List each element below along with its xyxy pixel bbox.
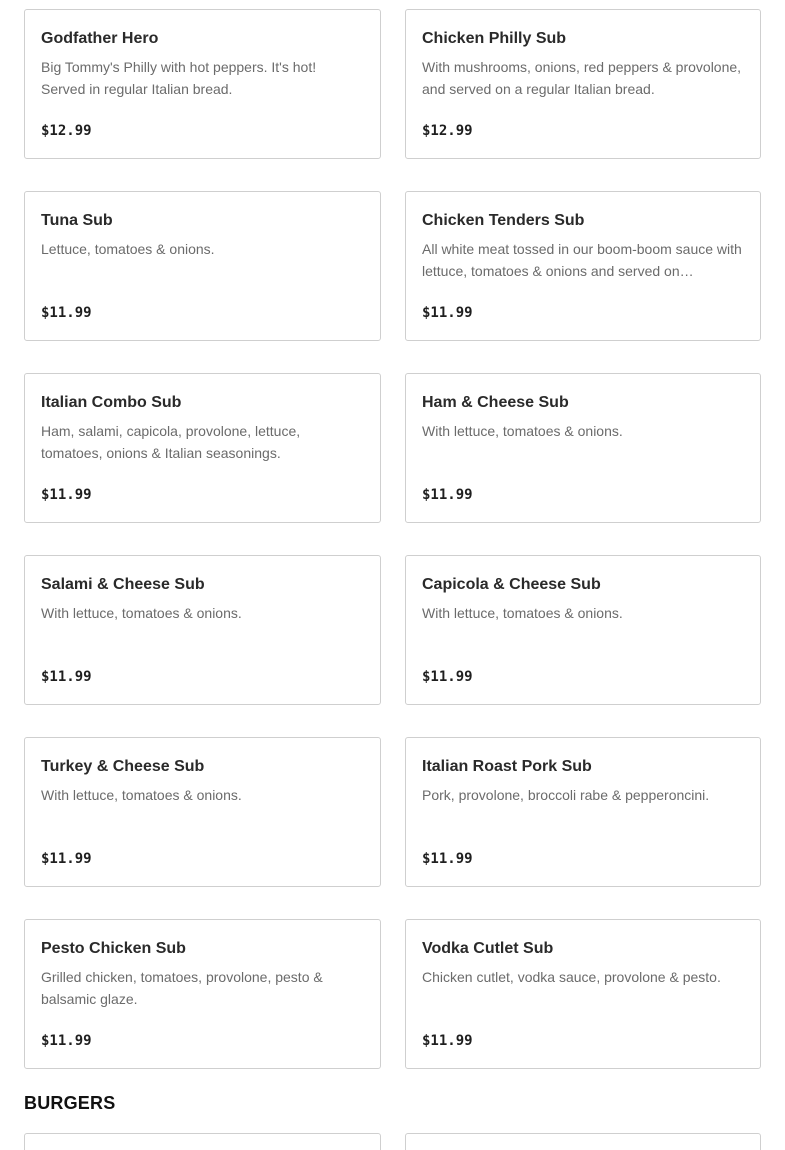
menu-item-name: Godfather Hero	[41, 30, 159, 47]
menu-item-price: $11.99	[422, 1033, 473, 1049]
menu-item-card[interactable]	[405, 373, 761, 523]
menu-item-description: All white meat tossed in our boom-boom sauce with lettuce, tomatoes & onions and served on…	[422, 241, 742, 279]
menu-item-name: Tuna Sub	[41, 212, 113, 229]
menu-item-price: $12.99	[41, 123, 92, 139]
menu-item-card[interactable]	[24, 373, 381, 523]
menu-item-description: Pork, provolone, broccoli rabe & pepperoncini.	[422, 787, 710, 803]
menu-item-description: Grilled chicken, tomatoes, provolone, pesto & balsamic glaze.	[41, 969, 323, 1007]
menu-items-grid	[24, 9, 761, 1069]
menu-item-description: Ham, salami, capicola, provolone, lettuce, tomatoes, onions & Italian seasonings.	[41, 423, 301, 461]
menu-item-card[interactable]	[405, 737, 761, 887]
menu-item-price: $11.99	[422, 305, 473, 321]
menu-item-card[interactable]	[405, 919, 761, 1069]
menu-item-name: Pesto Chicken Sub	[41, 940, 186, 957]
menu-item-price: $11.99	[41, 851, 92, 867]
menu-item-description: With lettuce, tomatoes & onions.	[422, 605, 623, 621]
menu-item-card[interactable]	[24, 919, 381, 1069]
menu-item-price: $11.99	[422, 851, 473, 867]
menu-item-description: With lettuce, tomatoes & onions.	[41, 787, 242, 803]
menu-item-name: Chicken Philly Sub	[422, 30, 567, 47]
menu-item-price: $11.99	[41, 487, 92, 503]
menu-item-price: $12.99	[422, 123, 473, 139]
menu-item-name: Capicola & Cheese Sub	[422, 576, 601, 593]
menu-item-description: Lettuce, tomatoes & onions.	[41, 241, 215, 257]
menu-item-price: $11.99	[422, 669, 473, 685]
menu-item-name: Italian Roast Pork Sub	[422, 758, 592, 775]
menu-item-card[interactable]	[405, 191, 761, 341]
menu-item-name: Ham & Cheese Sub	[422, 394, 569, 411]
menu-item-price: $11.99	[41, 305, 92, 321]
menu-item-price: $11.99	[41, 1033, 92, 1049]
menu-item-price: $11.99	[422, 487, 473, 503]
menu-item-card[interactable]	[24, 191, 381, 341]
menu-item-card[interactable]	[24, 9, 381, 159]
menu-item-card[interactable]	[405, 1133, 761, 1150]
menu-item-card[interactable]	[24, 737, 381, 887]
menu-item-name: Vodka Cutlet Sub	[422, 940, 554, 957]
menu-item-description: Big Tommy's Philly with hot peppers. It's hot! Served in regular Italian bread.	[41, 59, 317, 97]
menu-item-description: With mushrooms, onions, red peppers & provolone, and served on a regular Italian bread.	[422, 59, 742, 97]
menu-item-name: Chicken Tenders Sub	[422, 212, 585, 229]
menu-item-card[interactable]	[24, 1133, 381, 1150]
menu-item-name: Salami & Cheese Sub	[41, 576, 205, 593]
menu-item-card[interactable]	[405, 9, 761, 159]
menu-item-description: Chicken cutlet, vodka sauce, provolone & pesto.	[422, 969, 721, 985]
menu-item-card[interactable]	[405, 555, 761, 705]
menu-item-price: $11.99	[41, 669, 92, 685]
section-heading-burgers: BURGERS	[24, 1093, 116, 1113]
menu-item-name: Turkey & Cheese Sub	[41, 758, 205, 775]
menu-item-name: Italian Combo Sub	[41, 394, 182, 411]
menu-item-card[interactable]	[24, 555, 381, 705]
menu-item-description: With lettuce, tomatoes & onions.	[422, 423, 623, 439]
menu-item-description: With lettuce, tomatoes & onions.	[41, 605, 242, 621]
